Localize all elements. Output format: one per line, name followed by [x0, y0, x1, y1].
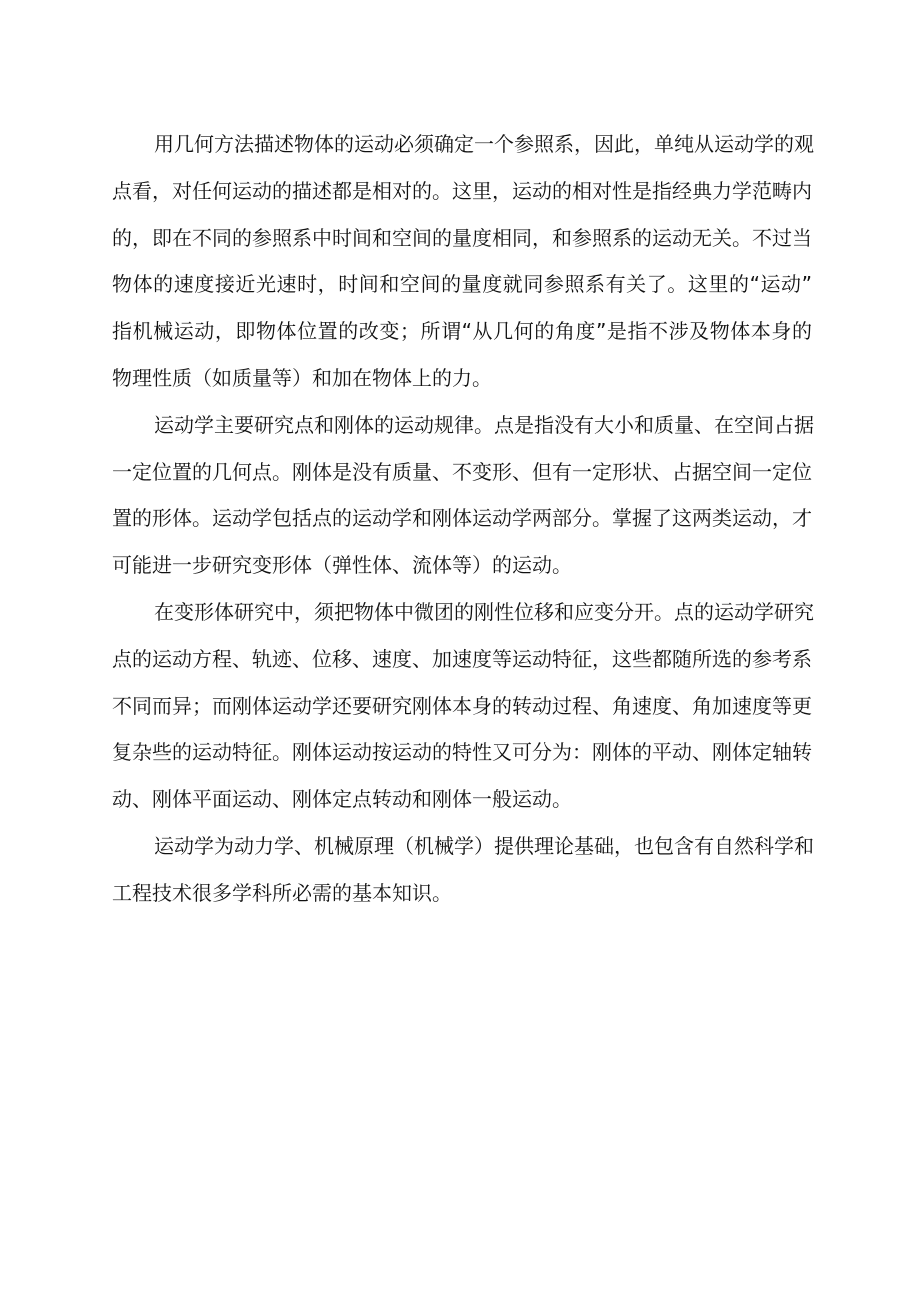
- text-line: 运动学为动力学、机械原理（机械学）提供理论基础，也包含有自然科学和: [154, 833, 814, 858]
- text-line: 一定位置的几何点。刚体是没有质量、不变形、但有一定形状、占据空间一定位: [112, 459, 812, 484]
- text-line: 物理性质（如质量等）和加在物体上的力。: [112, 365, 492, 390]
- paragraph-reference-frame: [112, 121, 812, 402]
- text-line: 运动学主要研究点和刚体的运动规律。点是指没有大小和质量、在空间占据: [154, 412, 814, 437]
- paragraph-deformable-body: [112, 589, 812, 823]
- text-line: 点看，对任何运动的描述都是相对的。这里，运动的相对性是指经典力学范畴内: [112, 178, 812, 203]
- text-line: 物体的速度接近光速时，时间和空间的量度就同参照系有关了。这里的“运动”: [112, 272, 812, 297]
- text-line: 在变形体研究中，须把物体中微团的刚性位移和应变分开。点的运动学研究: [154, 599, 814, 624]
- text-line: 动、刚体平面运动、刚体定点转动和刚体一般运动。: [112, 787, 572, 812]
- text-line: 工程技术很多学科所必需的基本知识。: [112, 880, 452, 905]
- text-line: 可能进一步研究变形体（弹性体、流体等）的运动。: [112, 553, 572, 578]
- document-body: [112, 121, 812, 917]
- text-line: 点的运动方程、轨迹、位移、速度、加速度等运动特征，这些都随所选的参考系: [112, 646, 812, 671]
- text-line: 用几何方法描述物体的运动必须确定一个参照系，因此，单纯从运动学的观: [154, 132, 814, 156]
- text-line: 复杂些的运动特征。刚体运动按运动的特性又可分为：刚体的平动、刚体定轴转: [112, 740, 812, 765]
- text-line: 的，即在不同的参照系中时间和空间的量度相同，和参照系的运动无关。不过当: [112, 225, 812, 250]
- paragraph-foundation: [112, 823, 812, 917]
- paragraph-point-and-rigid-body: [112, 402, 812, 589]
- text-line: 不同而异；而刚体运动学还要研究刚体本身的转动过程、角速度、角加速度等更: [112, 693, 812, 718]
- text-line: 指机械运动，即物体位置的改变；所谓“从几何的角度”是指不涉及物体本身的: [112, 319, 812, 344]
- text-line: 置的形体。运动学包括点的运动学和刚体运动学两部分。掌握了这两类运动，才: [112, 506, 812, 531]
